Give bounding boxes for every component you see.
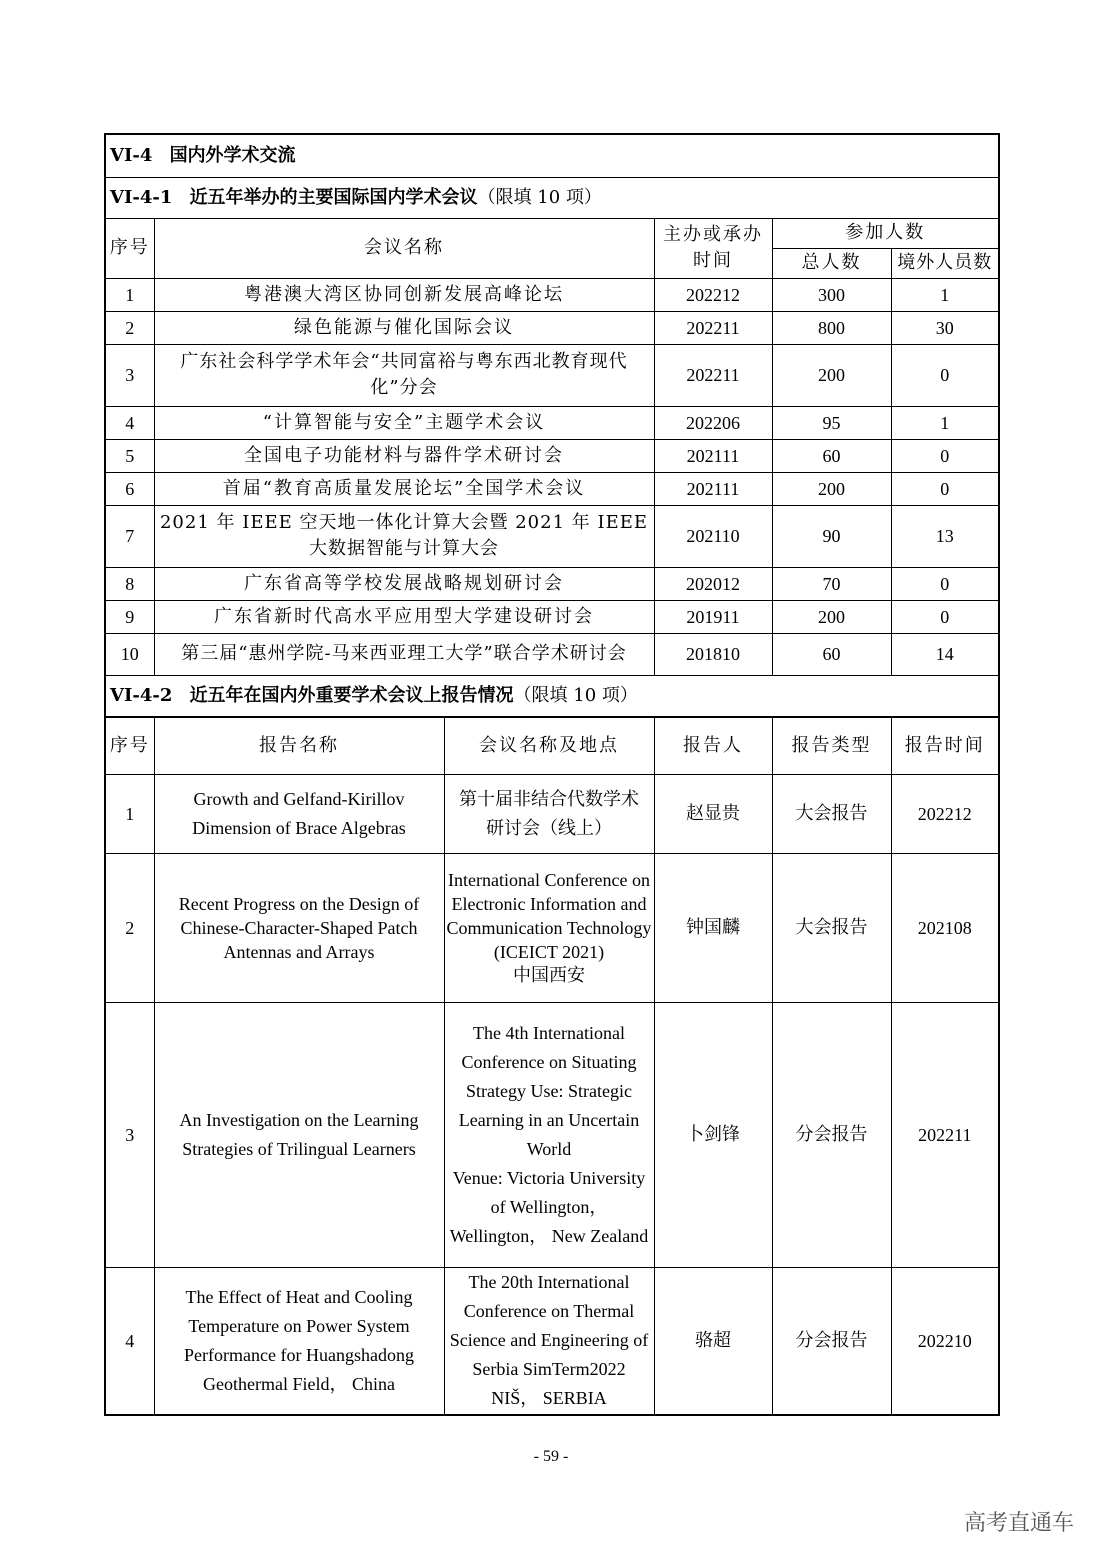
- section1-row: [105, 177, 999, 218]
- section-main-code: VI-4: [110, 144, 153, 166]
- section2-title: 近五年在国内外重要学术会议上报告情况: [189, 684, 514, 706]
- report-type: 大会报告: [772, 853, 891, 1002]
- section2-row: [105, 675, 999, 717]
- table-row: [105, 1002, 999, 1267]
- row-seq: 5: [105, 439, 154, 472]
- section2-header: [105, 675, 999, 717]
- col-attendees-header: 参加人数: [772, 218, 999, 248]
- row-seq: 9: [105, 600, 154, 633]
- report-type: 大会报告: [772, 774, 891, 853]
- table-row: [105, 406, 999, 439]
- row-seq: 3: [105, 344, 154, 406]
- table-row: [105, 774, 999, 853]
- row-seq: 4: [105, 1267, 154, 1415]
- meeting-name: 2021 年 IEEE 空天地一体化计算大会暨 2021 年 IEEE 大数据智能与计算大会: [154, 505, 654, 567]
- total-count: 90: [772, 505, 891, 567]
- row-seq: 1: [105, 774, 154, 853]
- report-type: 分会报告: [772, 1002, 891, 1267]
- table-row: [105, 853, 999, 1002]
- report-name: The Effect of Heat and Cooling Temperature on Power System Performance for Huangshadong Geothermal Field， China: [154, 1267, 444, 1415]
- conference-name: 第十届非结合代数学术研讨会（线上）: [444, 774, 654, 853]
- meeting-name: “计算智能与安全”主题学术会议: [154, 406, 654, 439]
- col-type-header: 报告类型: [772, 717, 891, 774]
- section1-header-row: [105, 218, 999, 248]
- total-count: 200: [772, 344, 891, 406]
- report-name: An Investigation on the Learning Strategies of Trilingual Learners: [154, 1002, 444, 1267]
- report-name: Growth and Gelfand-Kirillov Dimension of Brace Algebras: [154, 774, 444, 853]
- total-count: 300: [772, 278, 891, 311]
- meeting-name: 第三届“惠州学院-马来西亚理工大学”联合学术研讨会: [154, 633, 654, 675]
- overseas-count: 0: [891, 600, 999, 633]
- meeting-name: 全国电子功能材料与器件学术研讨会: [154, 439, 654, 472]
- total-count: 95: [772, 406, 891, 439]
- col-seq-header: 序号: [105, 218, 154, 278]
- conference-place: NIŠ， SERBIA: [491, 1388, 607, 1409]
- row-seq: 2: [105, 311, 154, 344]
- report-name: Recent Progress on the Design of Chinese-Character-Shaped Patch Antennas and Arrays: [154, 853, 444, 1002]
- table-row: [105, 600, 999, 633]
- table-row: [105, 311, 999, 344]
- host-time: 201810: [654, 633, 772, 675]
- col-overseas-header: 境外人员数: [891, 248, 999, 278]
- col-report-header: 报告名称: [154, 717, 444, 774]
- table-row: [105, 439, 999, 472]
- conference-place: 中国西安: [513, 964, 585, 986]
- overseas-count: 0: [891, 439, 999, 472]
- host-time: 202211: [654, 344, 772, 406]
- col-speaker-header: 报告人: [654, 717, 772, 774]
- overseas-count: 1: [891, 406, 999, 439]
- col-conf-header: 会议名称及地点: [444, 717, 654, 774]
- document-sheet: [104, 133, 998, 1416]
- table-row: [105, 505, 999, 567]
- conference-name: The 4th International Conference on Situating Strategy Use: Strategic Learning in an Uncertain World: [458, 1022, 640, 1159]
- report-time: 202108: [891, 853, 999, 1002]
- section1-code: VI-4-1: [110, 186, 173, 208]
- overseas-count: 0: [891, 472, 999, 505]
- overseas-count: 1: [891, 278, 999, 311]
- conference-name: The 20th International Conference on Thermal Science and Engineering of Serbia SimTerm2022: [449, 1272, 649, 1380]
- meeting-name: 首届“教育高质量发展论坛”全国学术会议: [154, 472, 654, 505]
- report-time: 202210: [891, 1267, 999, 1415]
- table-row: [105, 567, 999, 600]
- section-main-title: 国内外学术交流: [169, 144, 296, 166]
- row-seq: 8: [105, 567, 154, 600]
- page-number: - 59 -: [533, 1448, 569, 1465]
- report-time: 202212: [891, 774, 999, 853]
- overseas-count: 0: [891, 344, 999, 406]
- conference-place: Venue: Victoria University of Wellington， Wellington， New Zealand: [449, 1167, 649, 1246]
- conference-cell: [444, 1002, 654, 1267]
- row-seq: 7: [105, 505, 154, 567]
- section1-header: [105, 177, 999, 218]
- section-main-row: [105, 134, 999, 177]
- meeting-name: 绿色能源与催化国际会议: [154, 311, 654, 344]
- total-count: 200: [772, 472, 891, 505]
- col-total-header: 总人数: [772, 248, 891, 278]
- total-count: 800: [772, 311, 891, 344]
- overseas-count: 13: [891, 505, 999, 567]
- col-time-header: 报告时间: [891, 717, 999, 774]
- row-seq: 4: [105, 406, 154, 439]
- conference-cell: [444, 853, 654, 1002]
- row-seq: 2: [105, 853, 154, 1002]
- row-seq: 6: [105, 472, 154, 505]
- section-main-header: [105, 134, 999, 177]
- col-seq-header: 序号: [105, 717, 154, 774]
- meeting-name: 广东省新时代高水平应用型大学建设研讨会: [154, 600, 654, 633]
- host-time: 202110: [654, 505, 772, 567]
- watermark-text: 高考直通车: [963, 1511, 1074, 1536]
- overseas-count: 0: [891, 567, 999, 600]
- speaker: 卜剑锋: [654, 1002, 772, 1267]
- report-time: 202211: [891, 1002, 999, 1267]
- speaker: 赵显贵: [654, 774, 772, 853]
- section1-title: 近五年举办的主要国际国内学术会议: [189, 186, 478, 208]
- section1-note: （限填 10 项）: [477, 186, 602, 208]
- report-type: 分会报告: [772, 1267, 891, 1415]
- meeting-name: 广东社会科学学术年会“共同富裕与粤东西北教育现代化”分会: [154, 344, 654, 406]
- overseas-count: 30: [891, 311, 999, 344]
- meeting-name: 广东省高等学校发展战略规划研讨会: [154, 567, 654, 600]
- table-row: [105, 278, 999, 311]
- host-time: 202012: [654, 567, 772, 600]
- host-time: 202206: [654, 406, 772, 439]
- meeting-name: 粤港澳大湾区协同创新发展高峰论坛: [154, 278, 654, 311]
- host-time: 201911: [654, 600, 772, 633]
- total-count: 60: [772, 633, 891, 675]
- host-time: 202212: [654, 278, 772, 311]
- section2-code: VI-4-2: [110, 684, 173, 706]
- table-row: [105, 633, 999, 675]
- row-seq: 1: [105, 278, 154, 311]
- host-time: 202211: [654, 311, 772, 344]
- table-row: [105, 472, 999, 505]
- host-time: 202111: [654, 439, 772, 472]
- conference-cell: [444, 1267, 654, 1415]
- section2-header-row: [105, 717, 999, 774]
- table-row: [105, 1267, 999, 1415]
- section2-note: （限填 10 项）: [513, 684, 638, 706]
- exchange-table: [104, 133, 1000, 1416]
- table-row: [105, 344, 999, 406]
- row-seq: 3: [105, 1002, 154, 1267]
- total-count: 60: [772, 439, 891, 472]
- conference-name: International Conference on Electronic Information and Communication Technology (ICEICT 2021): [446, 869, 652, 962]
- total-count: 70: [772, 567, 891, 600]
- overseas-count: 14: [891, 633, 999, 675]
- row-seq: 10: [105, 633, 154, 675]
- speaker: 骆超: [654, 1267, 772, 1415]
- col-host-time-header: 主办或承办时间: [654, 218, 772, 278]
- total-count: 200: [772, 600, 891, 633]
- speaker: 钟国麟: [654, 853, 772, 1002]
- col-meeting-name-header: 会议名称: [154, 218, 654, 278]
- host-time: 202111: [654, 472, 772, 505]
